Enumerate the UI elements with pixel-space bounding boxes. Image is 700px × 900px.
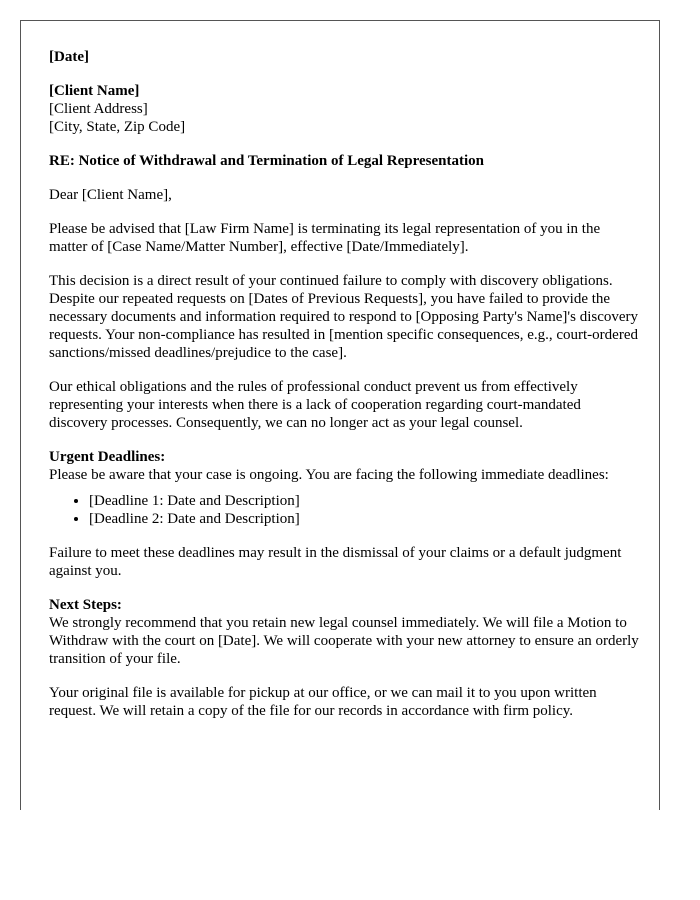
paragraph-reason: This decision is a direct result of your continued failure to comply with discovery obligations. Despite our repeated requests on [Dates of Previous Requests], you have failed to provide the necessary documents and information required to respond to [Opposing Party's Name]'s discovery requests. Your non-compliance has resulted in [mention specific consequences, e.g., court-ordered sanctions/missed deadlines/prejudice to the case]. — [49, 273, 639, 361]
client-address: [Client Address] — [49, 101, 148, 117]
next-steps-paragraph: We strongly recommend that you retain new legal counsel immediately. We will file a Motion to Withdraw with the court on [Date]. We will cooperate with your new attorney to ensure an orderly transition of your file. — [49, 615, 639, 667]
urgent-deadlines-intro: Please be aware that your case is ongoing. You are facing the following immediate deadlines: — [49, 467, 609, 483]
paragraph-termination-notice: Please be advised that [Law Firm Name] is terminating its legal representation of you in the matter of [Case Name/Matter Number], effective [Date/Immediately]. — [49, 221, 601, 255]
urgent-deadlines-heading: Urgent Deadlines: — [49, 449, 166, 465]
paragraph-ethical-obligations: Our ethical obligations and the rules of professional conduct prevent us from effectively representing your interests when there is a lack of cooperation regarding court-mandated discovery processes. Consequently, we can no longer act as your legal counsel. — [49, 379, 581, 431]
letter-date: [Date] — [49, 49, 89, 65]
subject-line: RE: Notice of Withdrawal and Termination of Legal Representation — [49, 153, 485, 169]
client-address-block — [49, 82, 639, 136]
salutation: Dear [Client Name], — [49, 187, 172, 203]
deadline-item-2: • [Deadline 2: Date and Description] — [89, 510, 639, 528]
deadline-list — [49, 492, 639, 528]
urgent-deadlines-section — [49, 448, 639, 528]
next-steps-heading: Next Steps: — [49, 597, 122, 613]
date-block — [49, 48, 639, 66]
deadline-item-1: • [Deadline 1: Date and Description] — [89, 492, 639, 510]
client-name: [Client Name] — [49, 83, 140, 99]
paragraph-original-file: Your original file is available for pickup at our office, or we can mail it to you upon written request. We will retain a copy of the file for our records in accordance with firm policy. — [49, 685, 597, 719]
client-city-state-zip: [City, State, Zip Code] — [49, 119, 186, 135]
letter-body — [49, 48, 639, 736]
next-steps-section — [49, 596, 639, 668]
paragraph-deadline-warning: Failure to meet these deadlines may result in the dismissal of your claims or a default judgment against you. — [49, 545, 622, 579]
